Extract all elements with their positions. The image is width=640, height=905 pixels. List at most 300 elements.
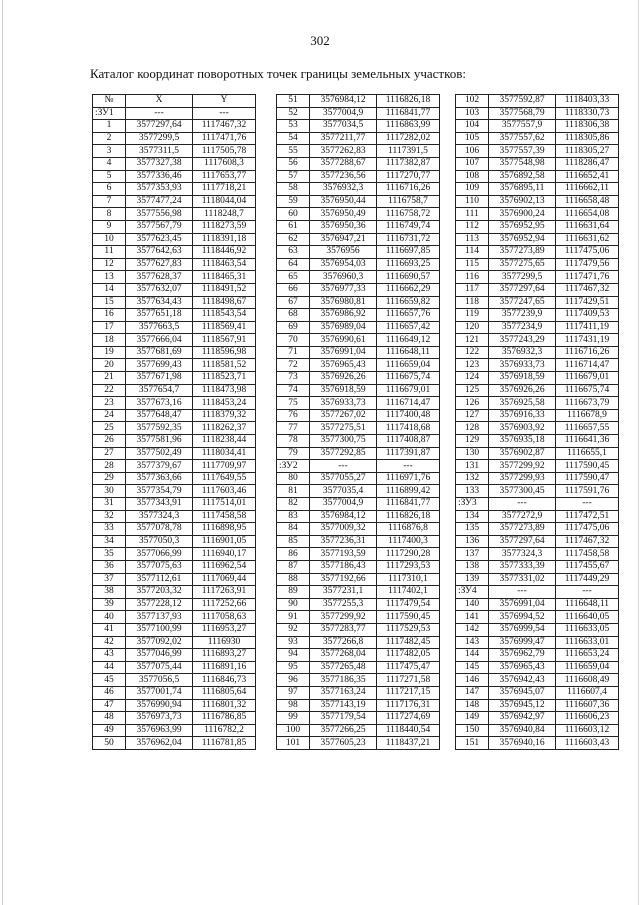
y-coordinate-cell: 1117431,19 (556, 334, 619, 347)
point-number-cell: 27 (93, 447, 126, 460)
table-row (277, 321, 440, 334)
coordinate-table-column-3 (455, 94, 619, 750)
y-coordinate-cell: 1117471,76 (193, 132, 256, 145)
y-coordinate-cell: 1116659,82 (377, 296, 440, 309)
table-row (277, 183, 440, 196)
point-number-cell: 14 (93, 283, 126, 296)
point-number-cell: 137 (456, 548, 489, 561)
x-coordinate-cell: 3577299,5 (489, 271, 556, 284)
y-coordinate-cell: --- (193, 107, 256, 120)
table-row (93, 321, 256, 334)
point-number-cell: 48 (93, 712, 126, 725)
table-row (277, 309, 440, 322)
y-coordinate-cell: 1118491,52 (193, 283, 256, 296)
table-row (277, 296, 440, 309)
y-coordinate-cell: 1117718,21 (193, 183, 256, 196)
point-number-cell: 31 (93, 498, 126, 511)
table-row (456, 623, 619, 636)
y-coordinate-cell: 1118044,04 (193, 195, 256, 208)
x-coordinate-cell: 3576940,84 (489, 724, 556, 737)
y-coordinate-cell: 1117310,1 (377, 573, 440, 586)
table-row (456, 195, 619, 208)
table-row (456, 309, 619, 322)
y-coordinate-cell: 1116649,12 (377, 334, 440, 347)
table-row (277, 132, 440, 145)
x-coordinate-cell: 3577299,5 (126, 132, 193, 145)
x-coordinate-cell: 3576947,21 (310, 233, 377, 246)
x-coordinate-cell: 3577605,23 (310, 737, 377, 750)
x-coordinate-cell: 3577654,7 (126, 384, 193, 397)
table-row (456, 120, 619, 133)
x-coordinate-cell: 3577634,43 (126, 296, 193, 309)
x-coordinate-cell: 3577001,74 (126, 686, 193, 699)
table-row (456, 661, 619, 674)
table-row (277, 560, 440, 573)
y-coordinate-cell: 1116631,62 (556, 233, 619, 246)
point-number-cell: 59 (277, 195, 310, 208)
table-row (277, 107, 440, 120)
table-row (456, 523, 619, 536)
y-coordinate-cell: 1117418,68 (377, 422, 440, 435)
x-coordinate-cell: 3577004,9 (310, 107, 377, 120)
table-row (456, 649, 619, 662)
x-coordinate-cell: 3576990,61 (310, 334, 377, 347)
y-coordinate-cell: 1117514,01 (193, 498, 256, 511)
y-coordinate-cell: 1116930 (193, 636, 256, 649)
x-coordinate-cell: 3577100,99 (126, 623, 193, 636)
x-coordinate-cell: 3577288,67 (310, 157, 377, 170)
y-coordinate-cell: 1117505,78 (193, 145, 256, 158)
x-coordinate-cell: 3576977,33 (310, 283, 377, 296)
x-coordinate-cell: 3577272,9 (489, 510, 556, 523)
x-coordinate-cell: 3577311,5 (126, 145, 193, 158)
x-coordinate-cell: 3576926,26 (310, 372, 377, 385)
point-number-cell: 37 (93, 573, 126, 586)
y-coordinate-cell: 1117608,3 (193, 157, 256, 170)
x-coordinate-cell: 3576986,92 (310, 309, 377, 322)
table-row (277, 661, 440, 674)
y-coordinate-cell: 1117471,76 (556, 271, 619, 284)
x-coordinate-cell: 3577192,66 (310, 573, 377, 586)
table-row (93, 296, 256, 309)
point-number-cell: 64 (277, 258, 310, 271)
y-coordinate-cell: 1116657,55 (556, 422, 619, 435)
y-coordinate-cell: 1118286,47 (556, 157, 619, 170)
x-coordinate-cell: 3577056,5 (126, 674, 193, 687)
x-coordinate-cell: 3577186,35 (310, 674, 377, 687)
table-row (277, 523, 440, 536)
point-number-cell: 60 (277, 208, 310, 221)
y-coordinate-cell: 1118391,18 (193, 233, 256, 246)
table-row (93, 649, 256, 662)
table-row (456, 258, 619, 271)
table-row (456, 233, 619, 246)
x-coordinate-cell: 3577557,9 (489, 120, 556, 133)
point-number-cell: 42 (93, 636, 126, 649)
y-coordinate-cell: 1117058,63 (193, 611, 256, 624)
point-number-cell: 121 (456, 334, 489, 347)
table-row (277, 422, 440, 435)
x-coordinate-cell: 3577255,3 (310, 598, 377, 611)
point-number-cell: 117 (456, 283, 489, 296)
table-row (277, 623, 440, 636)
point-number-cell: 125 (456, 384, 489, 397)
x-coordinate-cell: 3577075,63 (126, 560, 193, 573)
point-number-cell: 113 (456, 233, 489, 246)
table-row (277, 548, 440, 561)
point-number-cell: :ЗУ2 (277, 460, 310, 473)
point-number-cell: :ЗУ4 (456, 586, 489, 599)
table-row (277, 359, 440, 372)
table-row (93, 623, 256, 636)
point-number-cell: 99 (277, 712, 310, 725)
table-row (277, 598, 440, 611)
point-number-cell: 74 (277, 384, 310, 397)
y-coordinate-cell: 1116749,74 (377, 220, 440, 233)
x-coordinate-cell: 3576990,94 (126, 699, 193, 712)
x-coordinate-cell: 3576933,73 (489, 359, 556, 372)
point-number-cell: 123 (456, 359, 489, 372)
point-number-cell: 8 (93, 208, 126, 221)
point-number-cell: :ЗУ1 (93, 107, 126, 120)
point-number-cell: 83 (277, 510, 310, 523)
table-row (93, 447, 256, 460)
point-number-cell: 35 (93, 548, 126, 561)
x-coordinate-cell: 3577299,93 (489, 472, 556, 485)
point-number-cell: 81 (277, 485, 310, 498)
y-coordinate-cell: 1117467,32 (193, 120, 256, 133)
x-coordinate-cell: 3577035,4 (310, 485, 377, 498)
x-coordinate-cell: 3576965,43 (489, 661, 556, 674)
point-number-cell: 106 (456, 145, 489, 158)
point-number-cell: 53 (277, 120, 310, 133)
x-coordinate-cell: 3577628,37 (126, 271, 193, 284)
point-number-cell: 47 (93, 699, 126, 712)
x-coordinate-cell: 3577292,85 (310, 447, 377, 460)
y-coordinate-cell: 1116962,54 (193, 560, 256, 573)
y-coordinate-cell: 1116891,16 (193, 661, 256, 674)
y-coordinate-cell: 1116633,01 (556, 636, 619, 649)
point-number-cell: 17 (93, 321, 126, 334)
y-coordinate-cell: 1116673,79 (556, 397, 619, 410)
y-coordinate-cell: 1117449,29 (556, 573, 619, 586)
y-coordinate-cell: 1116805,64 (193, 686, 256, 699)
table-row (456, 397, 619, 410)
x-coordinate-cell: 3577300,75 (310, 435, 377, 448)
x-coordinate-cell: 3576900,24 (489, 208, 556, 221)
table-row (277, 334, 440, 347)
point-number-cell: 72 (277, 359, 310, 372)
x-coordinate-cell: 3577556,98 (126, 208, 193, 221)
x-coordinate-cell: 3577066,99 (126, 548, 193, 561)
table-row (93, 258, 256, 271)
table-row (93, 359, 256, 372)
x-coordinate-cell: 3577324,3 (126, 510, 193, 523)
x-coordinate-cell: 3576962,79 (489, 649, 556, 662)
table-row (93, 636, 256, 649)
y-coordinate-cell: 1117529,53 (377, 623, 440, 636)
y-coordinate-cell: 1117400,48 (377, 409, 440, 422)
x-coordinate-cell: 3576980,81 (310, 296, 377, 309)
y-coordinate-cell: 1117400,3 (377, 535, 440, 548)
y-coordinate-cell: 1116653,24 (556, 649, 619, 662)
x-coordinate-cell: 3577557,39 (489, 145, 556, 158)
x-coordinate-cell: 3576892,58 (489, 170, 556, 183)
point-number-cell: 56 (277, 157, 310, 170)
point-number-cell: 147 (456, 686, 489, 699)
y-coordinate-cell: 1118437,21 (377, 737, 440, 750)
table-row (93, 712, 256, 725)
y-coordinate-cell: 1118569,41 (193, 321, 256, 334)
x-coordinate-cell: 3576989,04 (310, 321, 377, 334)
point-number-cell: 71 (277, 346, 310, 359)
x-coordinate-cell: 3577050,3 (126, 535, 193, 548)
point-number-cell: 100 (277, 724, 310, 737)
point-number-cell: 45 (93, 674, 126, 687)
table-row (277, 460, 440, 473)
table-row (456, 611, 619, 624)
x-coordinate-cell: X (126, 95, 193, 108)
table-row (93, 535, 256, 548)
table-row (93, 435, 256, 448)
x-coordinate-cell: 3576940,16 (489, 737, 556, 750)
table-row (277, 271, 440, 284)
x-coordinate-cell: 3577186,43 (310, 560, 377, 573)
x-coordinate-cell: 3576963,99 (126, 724, 193, 737)
point-number-cell: 94 (277, 649, 310, 662)
point-number-cell: 26 (93, 435, 126, 448)
point-number-cell: 55 (277, 145, 310, 158)
x-coordinate-cell: 3577266,25 (310, 724, 377, 737)
x-coordinate-cell: --- (489, 498, 556, 511)
table-row (456, 384, 619, 397)
point-number-cell: 4 (93, 157, 126, 170)
x-coordinate-cell: 3577275,51 (310, 422, 377, 435)
table-row (456, 346, 619, 359)
point-number-cell: 52 (277, 107, 310, 120)
x-coordinate-cell: 3577299,92 (310, 611, 377, 624)
x-coordinate-cell: 3577273,89 (489, 523, 556, 536)
point-number-cell: 119 (456, 309, 489, 322)
y-coordinate-cell: 1118498,67 (193, 296, 256, 309)
point-number-cell: 41 (93, 623, 126, 636)
y-coordinate-cell: 1116901,05 (193, 535, 256, 548)
point-number-cell: 23 (93, 397, 126, 410)
point-number-cell: 3 (93, 145, 126, 158)
point-number-cell: 102 (456, 95, 489, 108)
table-row (93, 183, 256, 196)
y-coordinate-cell: 1117590,45 (556, 460, 619, 473)
y-coordinate-cell: 1117217,15 (377, 686, 440, 699)
table-row (93, 372, 256, 385)
point-number-cell: 22 (93, 384, 126, 397)
y-coordinate-cell: 1118581,52 (193, 359, 256, 372)
point-number-cell: 110 (456, 195, 489, 208)
y-coordinate-cell: 1116971,76 (377, 472, 440, 485)
x-coordinate-cell: 3577239,9 (489, 309, 556, 322)
point-number-cell: 63 (277, 246, 310, 259)
x-coordinate-cell: 3577581,96 (126, 435, 193, 448)
y-coordinate-cell: 1116652,41 (556, 170, 619, 183)
x-coordinate-cell: 3577557,62 (489, 132, 556, 145)
table-row (456, 95, 619, 108)
x-coordinate-cell: 3576991,04 (489, 598, 556, 611)
table-row (93, 422, 256, 435)
point-number-cell: 75 (277, 397, 310, 410)
table-row (277, 157, 440, 170)
x-coordinate-cell: 3576895,11 (489, 183, 556, 196)
x-coordinate-cell: 3577324,3 (489, 548, 556, 561)
x-coordinate-cell: 3576999,47 (489, 636, 556, 649)
y-coordinate-cell: 1117467,32 (556, 283, 619, 296)
x-coordinate-cell: 3576952,94 (489, 233, 556, 246)
point-number-cell: 43 (93, 649, 126, 662)
table-row (277, 208, 440, 221)
x-coordinate-cell: 3577231,1 (310, 586, 377, 599)
y-coordinate-cell: 1118567,91 (193, 334, 256, 347)
table-row (93, 560, 256, 573)
point-number-cell: 126 (456, 397, 489, 410)
y-coordinate-cell: 1117482,05 (377, 649, 440, 662)
table-row (93, 548, 256, 561)
y-coordinate-cell: 1117467,32 (556, 535, 619, 548)
x-coordinate-cell: 3577137,93 (126, 611, 193, 624)
point-number-cell: 58 (277, 183, 310, 196)
x-coordinate-cell: 3576950,49 (310, 208, 377, 221)
y-coordinate-cell: --- (556, 498, 619, 511)
point-number-cell: 61 (277, 220, 310, 233)
point-number-cell: 54 (277, 132, 310, 145)
x-coordinate-cell: 3576960,3 (310, 271, 377, 284)
y-coordinate-cell: 1118305,27 (556, 145, 619, 158)
x-coordinate-cell: 3577236,56 (310, 170, 377, 183)
y-coordinate-cell: 1117479,54 (377, 598, 440, 611)
y-coordinate-cell: 1118446,92 (193, 246, 256, 259)
y-coordinate-cell: 1118305,86 (556, 132, 619, 145)
table-row (93, 283, 256, 296)
point-number-cell: 16 (93, 309, 126, 322)
table-row (456, 321, 619, 334)
table-row (456, 183, 619, 196)
y-coordinate-cell: 1116826,18 (377, 95, 440, 108)
point-number-cell: 62 (277, 233, 310, 246)
x-coordinate-cell: 3576926,26 (489, 384, 556, 397)
x-coordinate-cell: 3577651,18 (126, 309, 193, 322)
y-coordinate-cell: 1117590,45 (377, 611, 440, 624)
y-coordinate-cell: 1118262,37 (193, 422, 256, 435)
point-number-cell: 112 (456, 220, 489, 233)
point-number-cell: 78 (277, 435, 310, 448)
table-row (456, 460, 619, 473)
point-number-cell: 80 (277, 472, 310, 485)
x-coordinate-cell: 3577034,5 (310, 120, 377, 133)
y-coordinate-cell: 1116657,76 (377, 309, 440, 322)
x-coordinate-cell: 3577354,79 (126, 485, 193, 498)
table-row (277, 674, 440, 687)
point-number-cell: 49 (93, 724, 126, 737)
y-coordinate-cell: 1116716,26 (556, 346, 619, 359)
y-coordinate-cell: 1116826,18 (377, 510, 440, 523)
point-number-cell: 91 (277, 611, 310, 624)
point-number-cell: 98 (277, 699, 310, 712)
x-coordinate-cell: 3577663,5 (126, 321, 193, 334)
x-coordinate-cell: 3577078,78 (126, 523, 193, 536)
point-number-cell: 7 (93, 195, 126, 208)
x-coordinate-cell: 3577477,24 (126, 195, 193, 208)
x-coordinate-cell: 3577299,92 (489, 460, 556, 473)
point-number-cell: 1 (93, 120, 126, 133)
y-coordinate-cell: 1117458,58 (556, 548, 619, 561)
table-row (277, 649, 440, 662)
y-coordinate-cell: 1116662,29 (377, 283, 440, 296)
y-coordinate-cell: 1118440,54 (377, 724, 440, 737)
x-coordinate-cell: 3576932,3 (489, 346, 556, 359)
point-number-cell: 18 (93, 334, 126, 347)
y-coordinate-cell: 1116731,72 (377, 233, 440, 246)
table-row (456, 296, 619, 309)
y-coordinate-cell: 1116607,4 (556, 686, 619, 699)
point-number-cell: 44 (93, 661, 126, 674)
table-row (277, 397, 440, 410)
point-number-cell: 120 (456, 321, 489, 334)
y-coordinate-cell: 1116898,95 (193, 523, 256, 536)
x-coordinate-cell: 3577681,69 (126, 346, 193, 359)
x-coordinate-cell: --- (310, 460, 377, 473)
point-number-cell: 127 (456, 409, 489, 422)
y-coordinate-cell: 1117590,47 (556, 472, 619, 485)
x-coordinate-cell: 3577297,64 (489, 283, 556, 296)
table-row (93, 157, 256, 170)
point-number-cell: 109 (456, 183, 489, 196)
point-number-cell: 87 (277, 560, 310, 573)
table-row (93, 220, 256, 233)
y-coordinate-cell: 1118034,41 (193, 447, 256, 460)
x-coordinate-cell: 3577699,43 (126, 359, 193, 372)
scan-edge-left (2, 0, 3, 905)
point-number-cell: 148 (456, 699, 489, 712)
point-number-cell: 6 (93, 183, 126, 196)
table-row (93, 699, 256, 712)
table-row (456, 498, 619, 511)
x-coordinate-cell: 3577592,35 (126, 422, 193, 435)
table-row (93, 598, 256, 611)
point-number-cell: 29 (93, 472, 126, 485)
y-coordinate-cell: 1116781,85 (193, 737, 256, 750)
point-number-cell: 65 (277, 271, 310, 284)
point-number-cell: 139 (456, 573, 489, 586)
x-coordinate-cell: 3576973,73 (126, 712, 193, 725)
table-row (277, 372, 440, 385)
table-row (277, 195, 440, 208)
point-number-cell: 92 (277, 623, 310, 636)
y-coordinate-cell: 1118248,7 (193, 208, 256, 221)
y-coordinate-cell: 1118596,98 (193, 346, 256, 359)
y-coordinate-cell: 1118543,54 (193, 309, 256, 322)
table-row (277, 384, 440, 397)
point-number-cell: 104 (456, 120, 489, 133)
point-number-cell: 39 (93, 598, 126, 611)
table-row (93, 523, 256, 536)
x-coordinate-cell: 3576950,36 (310, 220, 377, 233)
x-coordinate-cell: 3577568,79 (489, 107, 556, 120)
table-row (456, 334, 619, 347)
y-coordinate-cell: 1116863,99 (377, 120, 440, 133)
y-coordinate-cell: 1116662,11 (556, 183, 619, 196)
table-header-row (93, 95, 256, 108)
point-number-cell: 103 (456, 107, 489, 120)
y-coordinate-cell: 1116607,36 (556, 699, 619, 712)
x-coordinate-cell: 3577228,12 (126, 598, 193, 611)
